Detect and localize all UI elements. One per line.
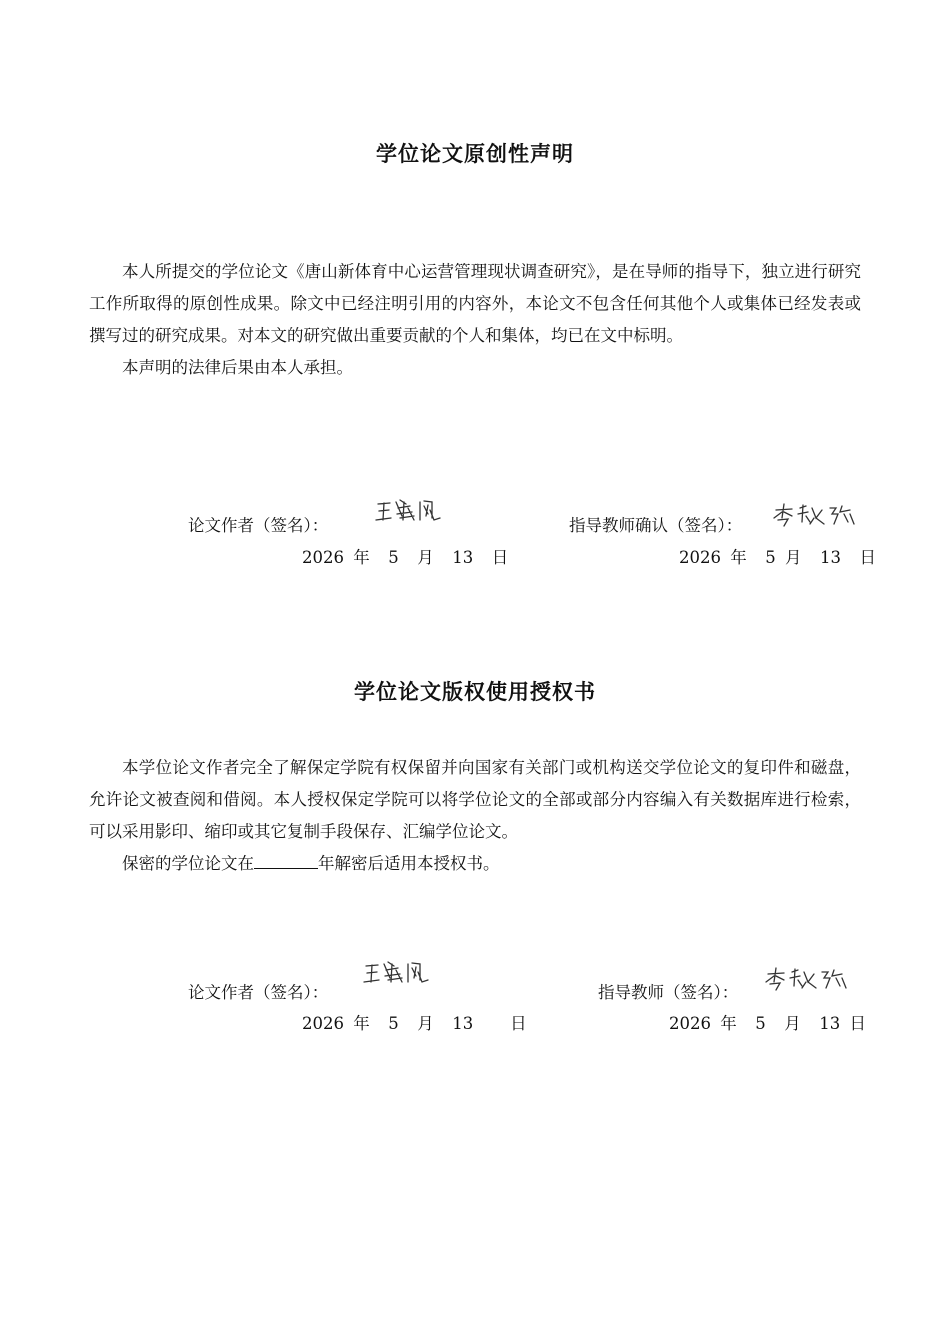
confidential-text-after: 年解密后适用本授权书。 [318,854,500,873]
years-blank-line [254,850,318,869]
declaration-paragraph: 本人所提交的学位论文《唐山新体育中心运营管理现状调查研究》，是在导师的指导下，独立进行研究工作所取得的原创性成果。除文中已经注明引用的内容外，本论文不包含任何其他个人或集体已经发表或撰写过的研究成果。对本文的研究做出重要贡献的个人和集体，均已在文中标明。 [89,262,861,345]
author-signature-date: 2026 年 5 月 13 日 [302,1014,527,1033]
author-signature-label: 论文作者（签名）： [188,983,329,1002]
authorization-body [89,752,861,880]
advisor-signature-label: 指导教师确认（签名）： [569,516,743,535]
authorization-paragraph: 本学位论文作者完全了解保定学院有权保留并向国家有关部门或机构送交学位论文的复印件和磁盘，允许论文被查阅和借阅。本人授权保定学院可以将学位论文的全部或部分内容编入有关数据库进行检索，可以采用影印、缩印或其它复制手段保存、汇编学位论文。 [89,758,861,841]
advisor-signature-label: 指导教师（签名）： [598,983,739,1002]
author-signature-image [358,958,448,988]
advisor-signature-image [762,964,852,994]
confidential-text-before: 保密的学位论文在 [122,854,254,873]
author-signature-image [370,496,460,526]
advisor-signature-image [770,500,860,530]
declaration-paragraph: 本声明的法律后果由本人承担。 [122,358,353,377]
declaration-title: 学位论文原创性声明 [376,142,574,166]
confidential-paragraph [89,848,861,880]
advisor-signature-date: 2026 年 5 月 13 日 [669,1014,866,1033]
advisor-signature-date: 2026 年 5 月 13 日 [679,548,876,567]
authorization-title: 学位论文版权使用授权书 [354,680,596,704]
author-signature-date: 2026 年 5 月 13 日 [302,548,509,567]
declaration-body [89,256,861,384]
author-signature-label: 论文作者（签名）： [188,516,329,535]
